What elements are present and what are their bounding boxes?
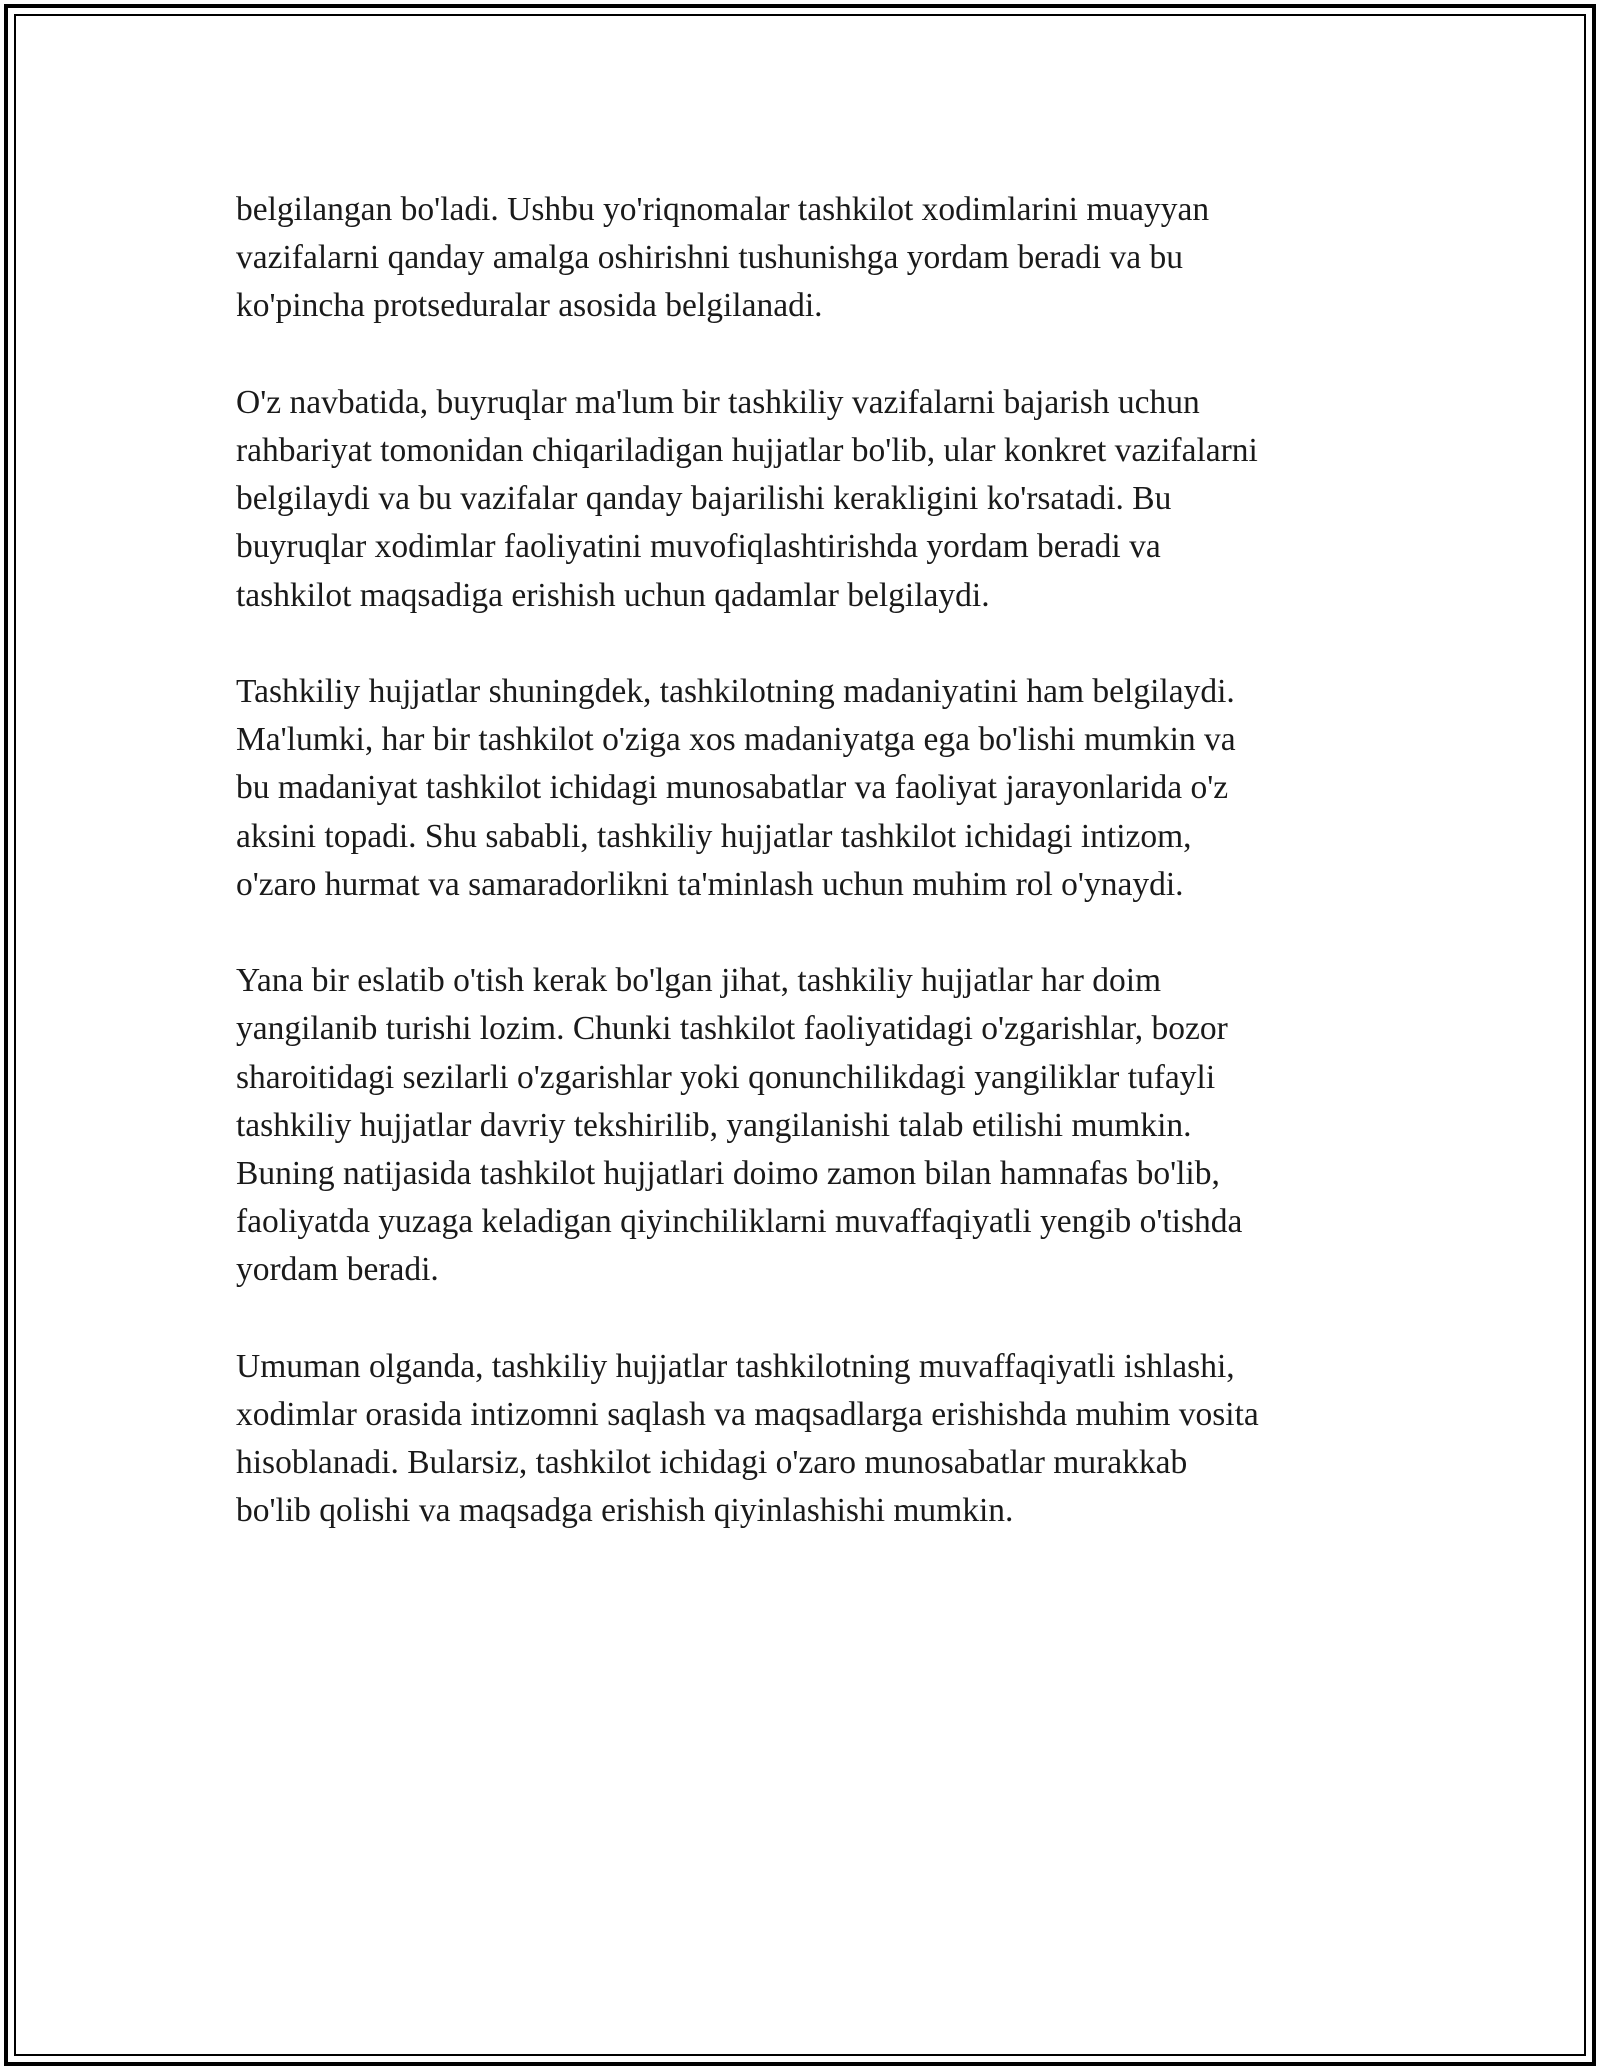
paragraph-3 — [236, 668, 1386, 909]
text-line: ko'pincha protseduralar asosida belgilanadi. — [236, 287, 823, 325]
paragraph-5 — [236, 1343, 1386, 1536]
text-line: tashkiliy hujjatlar davriy tekshirilib, yangilanishi talab etilishi mumkin. — [236, 1106, 1192, 1144]
text-line: bo'lib qolishi va maqsadga erishish qiyinlashishi mumkin. — [236, 1492, 1014, 1530]
text-line: yordam beradi. — [236, 1251, 439, 1289]
text-line: aksini topadi. Shu sababli, tashkiliy hujjatlar tashkilot ichidagi intizom, — [236, 817, 1192, 855]
text-line: faoliyatda yuzaga keladigan qiyinchiliklarni muvaffaqiyatli yengib o'tishda — [236, 1203, 1243, 1241]
text-line: vazifalarni qanday amalga oshirishni tushunishga yordam beradi va bu — [236, 239, 1184, 277]
text-line: o'zaro hurmat va samaradorlikni ta'minlash uchun muhim rol o'ynaydi. — [236, 865, 1184, 903]
paragraph-2 — [236, 379, 1386, 620]
text-line: O'z navbatida, buyruqlar ma'lum bir tashkiliy vazifalarni bajarish uchun — [236, 383, 1200, 421]
text-line: belgilaydi va bu vazifalar qanday bajarilishi kerakligini ko'rsatadi. Bu — [236, 480, 1172, 518]
text-line: belgilangan bo'ladi. Ushbu yo'riqnomalar tashkilot xodimlarini muayyan — [236, 191, 1210, 228]
text-line: Buning natijasida tashkilot hujjatlari doimo zamon bilan hamnafas bo'lib, — [236, 1155, 1220, 1193]
text-line: yangilanib turishi lozim. Chunki tashkilot faoliyatidagi o'zgarishlar, bozor — [236, 1010, 1228, 1048]
text-line: xodimlar orasida intizomni saqlash va maqsadlarga erishishda muhim vosita — [236, 1396, 1259, 1434]
text-line: Umuman olganda, tashkiliy hujjatlar tashkilotning muvaffaqiyatli ishlashi, — [236, 1347, 1235, 1385]
text-line: sharoitidagi sezilarli o'zgarishlar yoki qonunchilikdagi yangiliklar tufayli — [236, 1058, 1216, 1096]
text-line: Yana bir eslatib o'tish kerak bo'lgan jihat, tashkiliy hujjatlar har doim — [236, 962, 1162, 1000]
document-body — [236, 186, 1386, 1584]
text-line: Tashkiliy hujjatlar shuningdek, tashkilotning madaniyatini ham belgilaydi. — [236, 673, 1235, 710]
text-line: Ma'lumki, har bir tashkilot o'ziga xos madaniyatga ega bo'lishi mumkin va — [236, 721, 1236, 759]
text-line: buyruqlar xodimlar faoliyatini muvofiqlashtirishda yordam beradi va — [236, 528, 1161, 566]
text-line: tashkilot maqsadiga erishish uchun qadamlar belgilaydi. — [236, 576, 990, 614]
text-line: rahbariyat tomonidan chiqariladigan hujjatlar bo'lib, ular konkret vazifalarni — [236, 432, 1258, 469]
paragraph-4 — [236, 957, 1386, 1294]
text-line: bu madaniyat tashkilot ichidagi munosabatlar va faoliyat jarayonlarida o'z — [236, 769, 1229, 807]
paragraph-1 — [236, 186, 1386, 331]
text-line: hisoblanadi. Bularsiz, tashkilot ichidagi o'zaro munosabatlar murakkab — [236, 1444, 1188, 1482]
